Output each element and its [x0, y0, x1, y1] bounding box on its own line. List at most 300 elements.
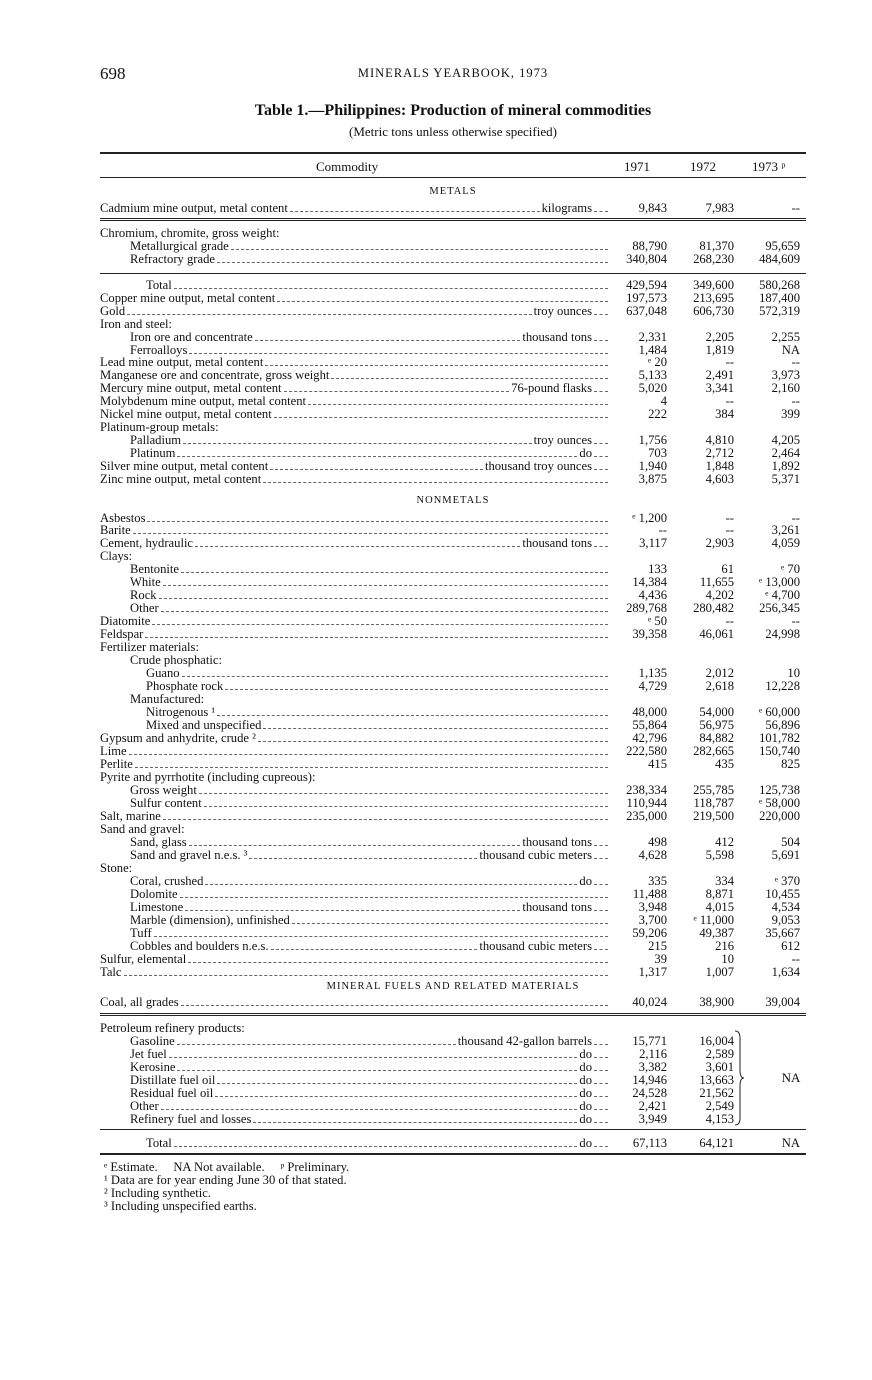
row-unit: thousand cubic meters	[479, 848, 592, 862]
row-label-text: Sand and gravel n.e.s. ³	[130, 848, 248, 862]
value-1971: 14,384	[632, 575, 667, 589]
value-1971: 2,421	[638, 1099, 667, 1113]
dot-leader	[182, 667, 608, 677]
row-label-text: Mixed and unspecified	[146, 718, 262, 732]
value-1971: 24,528	[632, 1086, 667, 1100]
dot-leader	[594, 875, 608, 885]
row-label-text: Mercury mine output, metal content	[100, 381, 282, 395]
value-1971: 9,843	[638, 201, 667, 215]
value-1973: --	[791, 614, 800, 628]
row-label	[130, 875, 610, 888]
value-1972: 46,061	[699, 627, 734, 641]
value-1972: 219,500	[693, 809, 734, 823]
footnote-legend: ᵉ Estimate. NA Not available. ᵖ Preliminary.	[104, 1160, 350, 1174]
dot-leader	[308, 395, 608, 405]
value-1972: 7,983	[705, 201, 734, 215]
row-label-text: Crude phosphatic:	[130, 653, 222, 667]
row-unit: do	[579, 1136, 592, 1150]
dot-leader	[188, 953, 608, 963]
dot-leader	[189, 836, 521, 846]
dot-leader	[183, 434, 532, 444]
row-label	[130, 797, 610, 810]
value-1972: 5,598	[705, 848, 734, 862]
row-label-text: Limestone	[130, 900, 184, 914]
table-row	[100, 849, 806, 862]
row-label	[130, 434, 610, 447]
value-1971: 4,628	[638, 848, 667, 862]
value-1972: 84,882	[699, 731, 734, 745]
row-label-text: Salt, marine	[100, 809, 161, 823]
value-1972: --	[725, 523, 734, 537]
row-label-text: Other	[130, 1099, 159, 1113]
value-1972: 606,730	[693, 304, 734, 318]
value-1973: 2,255	[771, 330, 800, 344]
value-1971: 289,768	[626, 601, 667, 615]
row-unit: do	[579, 1086, 592, 1100]
header-1973: 1973 ᵖ	[752, 159, 786, 174]
value-1971: ᵉ 50	[648, 614, 667, 628]
value-1972: 1,007	[705, 965, 734, 979]
value-1971: 3,875	[638, 472, 667, 486]
row-label-text: Lead mine output, metal content	[100, 355, 264, 369]
dot-leader	[594, 202, 608, 212]
row-label-text: Perlite	[100, 757, 133, 771]
value-1971: 11,488	[632, 887, 667, 901]
value-1972: 349,600	[693, 278, 734, 292]
row-label-text: Other	[130, 601, 159, 615]
dot-leader	[177, 1035, 456, 1045]
value-1971: 637,048	[626, 304, 667, 318]
row-label	[100, 473, 610, 486]
row-label-text: Bentonite	[130, 562, 179, 576]
footnote-1: ¹ Data are for year ending June 30 of that stated.	[104, 1173, 347, 1187]
table-row	[100, 537, 806, 550]
value-1972: 334	[715, 874, 734, 888]
dot-leader	[594, 1137, 608, 1147]
value-1972: 2,012	[705, 666, 734, 680]
row-label-text: Gold	[100, 304, 126, 318]
dot-leader	[594, 331, 608, 341]
row-label-text: Gasoline	[130, 1034, 175, 1048]
value-1972: 49,387	[699, 926, 734, 940]
value-1972: 3,601	[705, 1060, 734, 1074]
row-label-text: Kerosine	[130, 1060, 176, 1074]
table-row	[100, 875, 806, 888]
value-1972: 56,975	[699, 718, 734, 732]
table-row	[100, 1048, 806, 1061]
value-1972: 2,903	[705, 536, 734, 550]
row-unit: thousand tons	[522, 835, 592, 849]
value-1973: 5,691	[771, 848, 800, 862]
value-1973: 56,896	[765, 718, 800, 732]
footnote-3: ³ Including unspecified earths.	[104, 1199, 257, 1213]
dot-leader	[263, 719, 608, 729]
dot-leader	[594, 460, 608, 470]
row-label-text: Distillate fuel oil	[130, 1073, 216, 1087]
value-1972: 3,341	[705, 381, 734, 395]
dot-leader	[594, 305, 608, 315]
dot-leader	[265, 356, 608, 366]
table-row	[100, 628, 806, 641]
table-row	[100, 745, 806, 758]
value-1971: 15,771	[632, 1034, 667, 1048]
table-row	[100, 202, 806, 215]
row-label-text: Marble (dimension), unfinished	[130, 913, 290, 927]
row-label	[100, 615, 610, 628]
table-row	[100, 473, 806, 486]
row-label	[130, 849, 610, 862]
value-1973: ᵉ 58,000	[758, 796, 800, 810]
value-1972: 216	[715, 939, 734, 953]
value-1972: 16,004	[699, 1034, 734, 1048]
value-1973: 9,053	[771, 913, 800, 927]
row-label-text: Tuff	[130, 926, 152, 940]
row-label	[130, 331, 610, 344]
value-1973: 95,659	[765, 239, 800, 253]
value-1973: --	[791, 394, 800, 408]
value-1971: 1,756	[638, 433, 667, 447]
row-label	[100, 305, 610, 318]
header-1971: 1971	[624, 159, 650, 174]
value-1973: ᵉ 4,700	[765, 588, 800, 602]
value-1971: 222	[648, 407, 667, 421]
value-1971: 2,116	[639, 1047, 667, 1061]
dot-leader	[594, 1048, 608, 1058]
value-1973: 4,205	[771, 433, 800, 447]
value-1973: 399	[781, 407, 800, 421]
section-metals: METALS	[429, 186, 477, 197]
value-1973: 5,371	[771, 472, 800, 486]
value-1973: NA	[781, 343, 800, 357]
row-label	[146, 1137, 610, 1150]
value-1973: 4,059	[771, 536, 800, 550]
value-1971: --	[658, 523, 667, 537]
row-unit: thousand troy ounces	[484, 459, 592, 473]
value-1972: 2,712	[705, 446, 734, 460]
table-row	[100, 810, 806, 823]
dot-leader	[205, 875, 577, 885]
row-label	[130, 1035, 610, 1048]
table-row	[100, 996, 806, 1009]
value-1973: 2,464	[771, 446, 800, 460]
table-row	[100, 862, 806, 875]
table-row	[100, 550, 806, 563]
value-1973: 220,000	[759, 809, 800, 823]
value-1971: 215	[648, 939, 667, 953]
row-label-text: Feldspar	[100, 627, 144, 641]
value-1972: 118,787	[693, 796, 734, 810]
value-1973: 10,455	[765, 887, 800, 901]
value-1971: 498	[648, 835, 667, 849]
value-1972: 4,202	[705, 588, 734, 602]
row-unit: kilograms	[541, 201, 592, 215]
running-head: MINERALS YEARBOOK, 1973	[357, 66, 549, 80]
row-label	[146, 680, 610, 693]
value-1971: 4	[660, 394, 667, 408]
dot-leader	[185, 901, 520, 911]
row-label-text: Pyrite and pyrrhotite (including cupreous):	[100, 770, 316, 784]
table-row	[100, 888, 806, 901]
table-row	[100, 1137, 806, 1150]
value-1972: 2,491	[705, 368, 734, 382]
value-1971: 1,484	[638, 343, 667, 357]
value-1972: 4,810	[705, 433, 734, 447]
value-1973: 39,004	[765, 995, 800, 1009]
row-unit: troy ounces	[533, 433, 592, 447]
row-unit: thousand cubic meters	[479, 939, 592, 953]
dot-leader	[594, 836, 608, 846]
value-1973: 3,973	[771, 368, 800, 382]
value-1971: ᵉ 1,200	[632, 511, 667, 525]
row-label-text: Refinery fuel and losses	[130, 1112, 252, 1126]
value-1971: 1,317	[638, 965, 667, 979]
value-1971: 4,729	[638, 679, 667, 693]
row-unit: do	[579, 1047, 592, 1061]
value-1972: 21,562	[699, 1086, 734, 1100]
row-unit: thousand tons	[522, 536, 592, 550]
row-label-text: White	[130, 575, 161, 589]
dot-leader	[284, 382, 510, 392]
value-1972: 4,153	[705, 1112, 734, 1126]
row-unit: do	[579, 874, 592, 888]
value-1973: 12,228	[765, 679, 800, 693]
row-label-text: Iron ore and concentrate	[130, 330, 253, 344]
dot-leader	[161, 1100, 578, 1110]
row-label	[100, 537, 610, 550]
value-1972: 2,618	[705, 679, 734, 693]
dot-leader	[174, 279, 608, 289]
row-label-text: Manganese ore and concentrate, gross weight	[100, 368, 330, 382]
value-1972: 1,819	[705, 343, 734, 357]
row-label-text: Sand and gravel:	[100, 822, 185, 836]
row-label-text: Coral, crushed	[130, 874, 204, 888]
value-1971: 3,117	[639, 536, 667, 550]
row-label-text: Cement, hydraulic	[100, 536, 194, 550]
value-1973: 504	[781, 835, 800, 849]
value-1971: 222,580	[626, 744, 667, 758]
dot-leader	[159, 589, 608, 599]
row-label-text: Residual fuel oil	[130, 1086, 214, 1100]
value-1971: 5,133	[638, 368, 667, 382]
value-1972: 10	[721, 952, 734, 966]
value-1973: 572,319	[759, 304, 800, 318]
row-label-text: Sulfur content	[130, 796, 202, 810]
row-label-text: Barite	[100, 523, 131, 537]
value-1971: 1,940	[638, 459, 667, 473]
value-1972: 213,695	[693, 291, 734, 305]
value-1973: ᵉ 70	[781, 562, 800, 576]
row-label-text: Cadmium mine output, metal content	[100, 201, 288, 215]
dot-leader	[163, 810, 608, 820]
row-label	[130, 1048, 610, 1061]
dot-leader	[292, 914, 608, 924]
dot-leader	[129, 745, 608, 755]
table-row	[100, 953, 806, 966]
row-label-text: Iron and steel:	[100, 317, 173, 331]
row-label-text: Dolomite	[130, 887, 178, 901]
row-label-text: Total	[146, 278, 172, 292]
value-1971: 133	[648, 562, 667, 576]
row-label	[130, 914, 610, 927]
value-1972: 8,871	[705, 887, 734, 901]
row-label	[130, 602, 610, 615]
value-1972: 280,482	[693, 601, 734, 615]
dot-leader	[127, 305, 531, 315]
row-label-text: Platinum-group metals:	[100, 420, 219, 434]
table-row	[100, 524, 806, 537]
value-1972: 81,370	[699, 239, 734, 253]
row-label	[100, 862, 132, 875]
dot-leader	[274, 408, 608, 418]
value-1972: 11,655	[699, 575, 734, 589]
row-unit: do	[579, 1073, 592, 1087]
value-1973: 580,268	[759, 278, 800, 292]
row-label	[130, 253, 610, 266]
value-1971: 55,864	[632, 718, 667, 732]
dot-leader	[594, 1087, 608, 1097]
value-1973: 3,261	[771, 523, 800, 537]
dot-leader	[199, 784, 608, 794]
row-label-text: Nitrogenous ¹	[146, 705, 216, 719]
table-row	[100, 1087, 806, 1100]
value-1971: 5,020	[638, 381, 667, 395]
value-1971: 4,436	[638, 588, 667, 602]
row-label	[100, 953, 610, 966]
row-label-text: Lime	[100, 744, 127, 758]
table-row	[100, 823, 806, 836]
value-1972: 64,121	[699, 1136, 734, 1150]
value-1971: 429,594	[626, 278, 667, 292]
value-1973: 1,634	[771, 965, 800, 979]
value-1972: 54,000	[699, 705, 734, 719]
value-1973: --	[791, 511, 800, 525]
row-label-text: Metallurgical grade	[130, 239, 229, 253]
value-1971: 3,382	[638, 1060, 667, 1074]
value-1973: ᵉ 60,000	[758, 705, 800, 719]
dot-leader	[181, 996, 608, 1006]
dot-leader	[161, 602, 608, 612]
row-label	[130, 1113, 610, 1126]
value-1972: 61	[721, 562, 734, 576]
value-1973: 150,740	[759, 744, 800, 758]
row-label	[100, 966, 610, 979]
row-label-text: Cobbles and boulders n.e.s.	[130, 939, 269, 953]
row-label-text: Palladium	[130, 433, 182, 447]
value-1972: 412	[715, 835, 734, 849]
value-1972: --	[725, 394, 734, 408]
table-title: Table 1.—Philippines: Production of mineral commodities	[254, 102, 652, 119]
row-label-text: Rock	[130, 588, 157, 602]
header-commodity: Commodity	[316, 159, 379, 174]
value-1972: 2,549	[705, 1099, 734, 1113]
dot-leader	[177, 1061, 577, 1071]
value-1971: 39,358	[632, 627, 667, 641]
dot-leader	[271, 940, 478, 950]
value-1971: 335	[648, 874, 667, 888]
value-1971: ᵉ 20	[648, 355, 667, 369]
row-label	[100, 996, 610, 1009]
row-label-text: Guano	[146, 666, 180, 680]
row-label-text: Sulfur, elemental	[100, 952, 187, 966]
value-1971: 235,000	[626, 809, 667, 823]
dot-leader	[594, 1061, 608, 1071]
value-1971: 3,948	[638, 900, 667, 914]
value-1972: 38,900	[699, 995, 734, 1009]
header-1972: 1972	[690, 159, 716, 174]
value-1972: 255,785	[693, 783, 734, 797]
value-1973: 125,738	[759, 783, 800, 797]
row-label-text: Manufactured:	[130, 692, 205, 706]
dot-leader	[594, 901, 608, 911]
row-label-text: Petroleum refinery products:	[100, 1021, 245, 1035]
value-1973: --	[791, 355, 800, 369]
dot-leader	[277, 292, 608, 302]
table-row	[100, 576, 806, 589]
row-unit: do	[579, 1060, 592, 1074]
row-label-text: Ferroalloys	[130, 343, 188, 357]
dot-leader	[217, 1074, 577, 1084]
dot-leader	[594, 382, 608, 392]
value-1973: 35,667	[765, 926, 800, 940]
value-1972: --	[725, 511, 734, 525]
dot-leader	[225, 680, 608, 690]
value-1973: 101,782	[759, 731, 800, 745]
table-row	[100, 305, 806, 318]
value-1973: 1,892	[771, 459, 800, 473]
row-label-text: Coal, all grades	[100, 995, 179, 1009]
dot-leader	[594, 434, 608, 444]
row-unit: thousand tons	[522, 330, 592, 344]
dot-leader	[255, 331, 521, 341]
dot-leader	[177, 447, 577, 457]
value-1972: 4,603	[705, 472, 734, 486]
dot-leader	[594, 1035, 608, 1045]
value-1972: --	[725, 355, 734, 369]
value-1971: 238,334	[626, 783, 667, 797]
value-1972: 384	[715, 407, 734, 421]
value-1971: 3,949	[638, 1112, 667, 1126]
dot-leader	[263, 473, 608, 483]
row-label	[100, 550, 132, 563]
dot-leader	[189, 344, 608, 354]
row-label-text: Sand, glass	[130, 835, 187, 849]
table-row	[100, 680, 806, 693]
dot-leader	[152, 615, 608, 625]
dot-leader	[270, 460, 483, 470]
row-label	[100, 745, 610, 758]
value-1971: 59,206	[632, 926, 667, 940]
value-1972: 282,665	[693, 744, 734, 758]
row-label-text: Gypsum and anhydrite, crude ²	[100, 731, 256, 745]
page-number: 698	[100, 64, 126, 83]
section-fuels: MINERAL FUELS AND RELATED MATERIALS	[326, 981, 580, 992]
row-label-text: Silver mine output, metal content	[100, 459, 269, 473]
row-unit: thousand 42-gallon barrels	[457, 1034, 592, 1048]
value-1972: 4,015	[705, 900, 734, 914]
row-label-text: Refractory grade	[130, 252, 215, 266]
row-label-text: Stone:	[100, 861, 133, 875]
dot-leader	[154, 927, 608, 937]
value-1971: 197,573	[626, 291, 667, 305]
table-row	[100, 331, 806, 344]
dot-leader	[174, 1137, 578, 1147]
dot-leader	[231, 240, 608, 250]
row-label	[130, 784, 610, 797]
dot-leader	[215, 1087, 577, 1097]
row-label-text: Zinc mine output, metal content	[100, 472, 262, 486]
dot-leader	[133, 524, 608, 534]
value-1973: 10	[787, 666, 800, 680]
